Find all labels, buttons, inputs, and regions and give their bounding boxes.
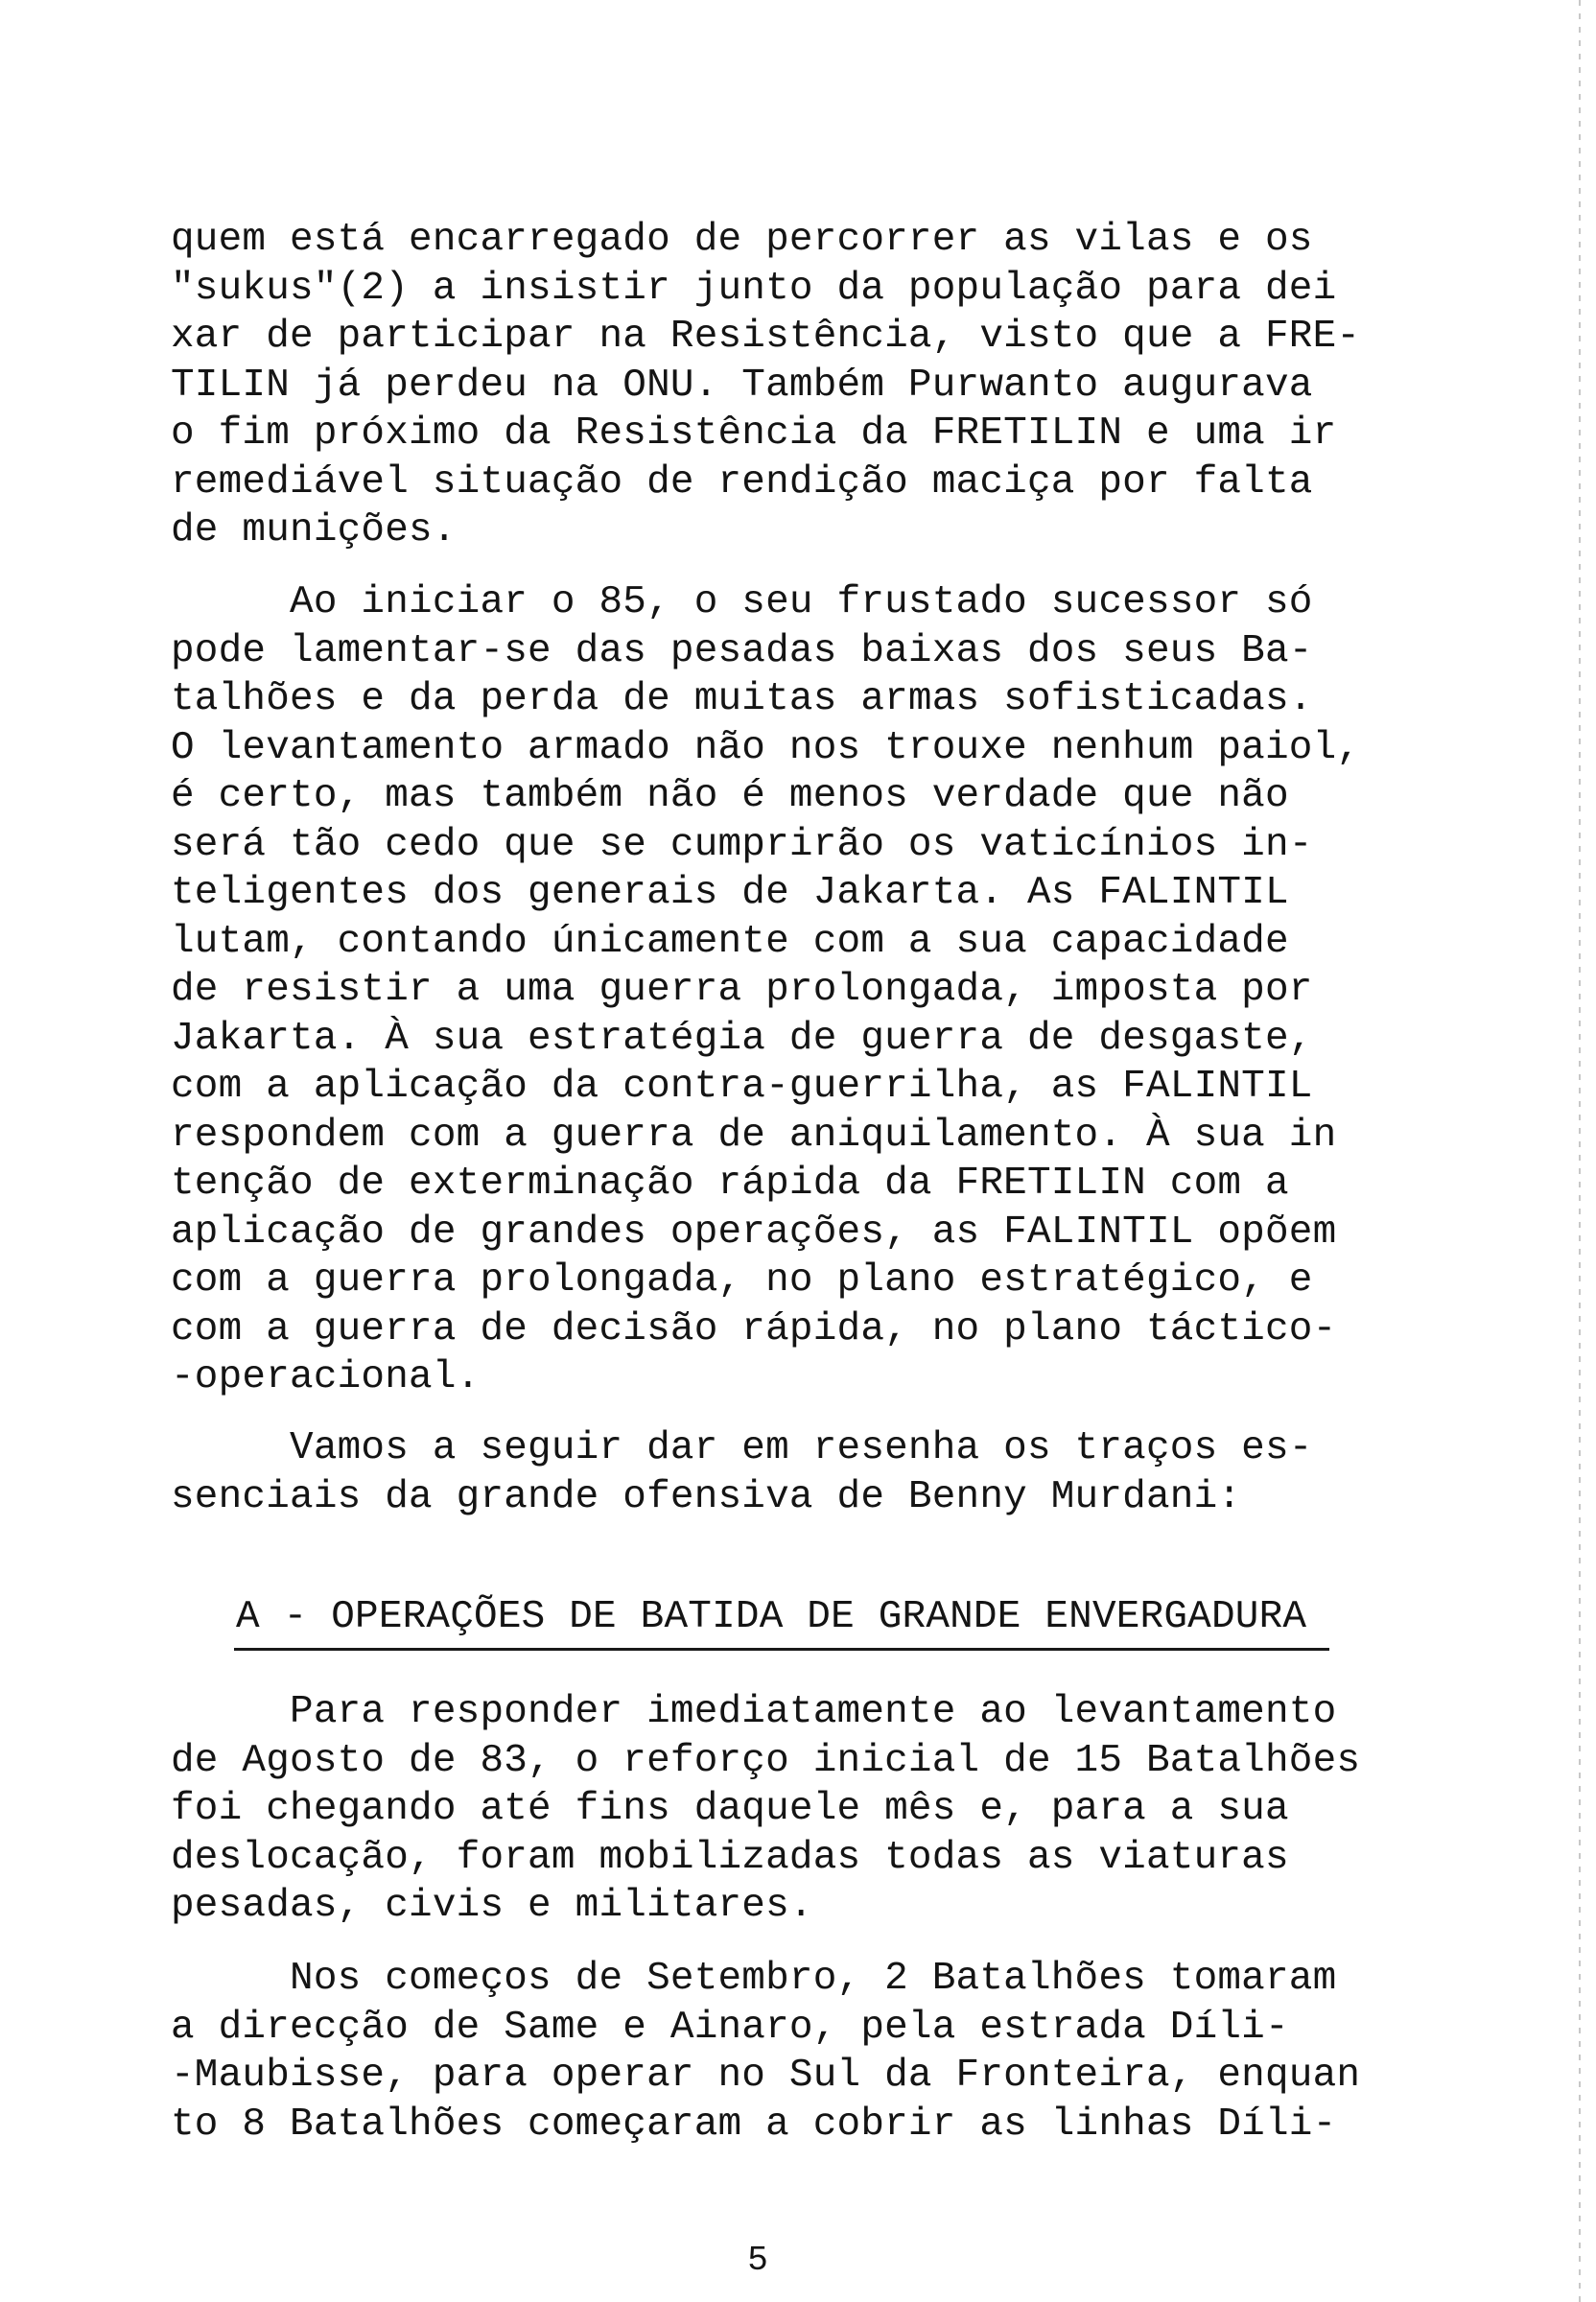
paragraph-5: Nos começos de Setembro, 2 Batalhões tomaram a direcção de Same e Ainaro, pela estrada Díli- -Maubisse, para operar no Sul da Fronteira, enquan to 8 Batalhões começaram a cobrir as linhas Díli-: [171, 1957, 1361, 2147]
page-number: 5: [747, 2241, 768, 2280]
paragraph-4: Para responder imediatamente ao levantamento de Agosto de 83, o reforço inicial de 15 Batalhões foi chegando até fins daquele mês e, para a sua deslocação, foram mobilizadas todas as viaturas pesadas, civis e militares.: [171, 1690, 1361, 1928]
section-heading: A - OPERAÇÕES DE BATIDA DE GRANDE ENVERGADURA: [236, 1595, 1307, 1639]
paragraph-2: Ao iniciar o 85, o seu frustado sucessor só pode lamentar-se das pesadas baixas dos seus Ba- talhões e da perda de muitas armas sofisticadas. O levantamento armado não nos trouxe nenhum paiol, é certo, mas também não é menos verdade que não será tão cedo que se cumprirão os vaticínios in- teligentes dos generais de Jakarta. As FALINTIL lutam, contando únicamente com a sua capacidade de resistir a uma guerra prolongada, imposta por Jakarta. À sua estratégia de guerra de desgaste, com a aplicação da contra-guerrilha, as FALINTIL respondem com a guerra de aniquilamento. À sua in tenção de exterminação rápida da FRETILIN com a aplicação de grandes operações, as FALINTIL opõem com a guerra prolongada, no plano estratégico, e com a guerra de decisão rápida, no plano táctico- -operacional.: [171, 580, 1361, 1399]
heading-underline: [234, 1648, 1329, 1651]
paragraph-3: Vamos a seguir dar em resenha os traços es- senciais da grande ofensiva de Benny Murdani:: [171, 1426, 1313, 1519]
scan-edge-line: [1579, 0, 1581, 2302]
paragraph-1: quem está encarregado de percorrer as vilas e os "sukus"(2) a insistir junto da população para dei xar de participar na Resistência, visto que a FRE- TILIN já perdeu na ONU. Também Purwanto augurava o fim próximo da Resistência da FRETILIN e uma ir remediável situação de rendição maciça por falta de munições.: [171, 218, 1361, 552]
